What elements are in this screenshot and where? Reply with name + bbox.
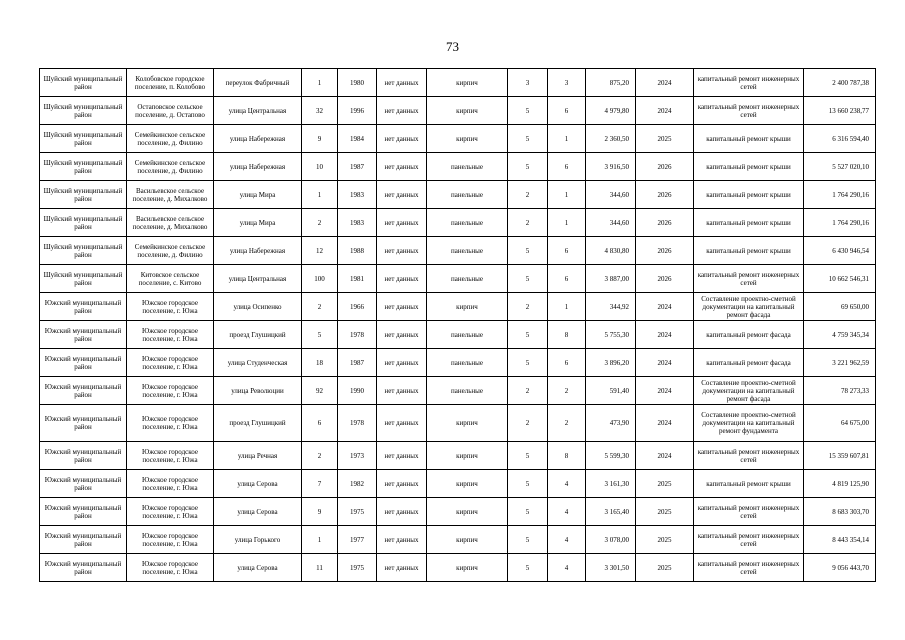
page-number: 73 <box>446 39 459 54</box>
house-number-cell: 11 <box>302 554 338 582</box>
house-number-cell: 1 <box>302 526 338 554</box>
floors-cell: 5 <box>508 526 548 554</box>
repair-year-cell: 2024 <box>636 405 694 442</box>
entrances-cell: 3 <box>548 69 586 97</box>
floors-cell: 2 <box>508 405 548 442</box>
area-cell: 4 979,80 <box>586 97 636 125</box>
settlement-cell: Васильевское сельское поселение, д. Михалково <box>127 209 214 237</box>
work-type-cell: капитальный ремонт инженерных сетей <box>694 554 804 582</box>
entrances-cell: 1 <box>548 181 586 209</box>
floors-cell: 5 <box>508 125 548 153</box>
repair-year-cell: 2025 <box>636 498 694 526</box>
wall-material-cell: кирпич <box>427 526 508 554</box>
table-row <box>40 293 876 321</box>
floors-cell: 5 <box>508 265 548 293</box>
street-cell: улица Серова <box>214 554 302 582</box>
district-cell: Шуйский муниципальный район <box>40 69 127 97</box>
house-number-cell: 2 <box>302 293 338 321</box>
area-cell: 875,20 <box>586 69 636 97</box>
area-cell: 3 165,40 <box>586 498 636 526</box>
data-status-cell: нет данных <box>377 405 427 442</box>
work-type-cell: капитальный ремонт инженерных сетей <box>694 526 804 554</box>
year-built-cell: 1978 <box>338 321 377 349</box>
house-number-cell: 12 <box>302 237 338 265</box>
settlement-cell: Семейкинское сельское поселение, д. Филино <box>127 237 214 265</box>
area-cell: 344,60 <box>586 209 636 237</box>
repair-year-cell: 2025 <box>636 125 694 153</box>
district-cell: Шуйский муниципальный район <box>40 97 127 125</box>
settlement-cell: Южское городское поселение, г. Южа <box>127 405 214 442</box>
district-cell: Южский муниципальный район <box>40 442 127 470</box>
street-cell: улица Серова <box>214 470 302 498</box>
data-status-cell: нет данных <box>377 498 427 526</box>
table-row <box>40 237 876 265</box>
area-cell: 3 078,00 <box>586 526 636 554</box>
repair-year-cell: 2025 <box>636 470 694 498</box>
wall-material-cell: кирпич <box>427 442 508 470</box>
floors-cell: 5 <box>508 554 548 582</box>
area-cell: 5 599,30 <box>586 442 636 470</box>
year-built-cell: 1982 <box>338 470 377 498</box>
year-built-cell: 1987 <box>338 153 377 181</box>
data-status-cell: нет данных <box>377 554 427 582</box>
area-cell: 344,92 <box>586 293 636 321</box>
year-built-cell: 1984 <box>338 125 377 153</box>
wall-material-cell: кирпич <box>427 125 508 153</box>
work-type-cell: капитальный ремонт крыши <box>694 181 804 209</box>
table-row <box>40 153 876 181</box>
entrances-cell: 4 <box>548 554 586 582</box>
data-status-cell: нет данных <box>377 349 427 377</box>
table-row <box>40 125 876 153</box>
settlement-cell: Колобовское городское поселение, п. Колобово <box>127 69 214 97</box>
cost-cell: 1 764 290,16 <box>804 209 876 237</box>
district-cell: Южский муниципальный район <box>40 321 127 349</box>
house-number-cell: 10 <box>302 153 338 181</box>
repair-year-cell: 2026 <box>636 237 694 265</box>
table-row <box>40 526 876 554</box>
table-body <box>40 69 876 582</box>
wall-material-cell: панельные <box>427 321 508 349</box>
district-cell: Южский муниципальный район <box>40 498 127 526</box>
house-number-cell: 2 <box>302 442 338 470</box>
district-cell: Шуйский муниципальный район <box>40 125 127 153</box>
work-type-cell: капитальный ремонт крыши <box>694 209 804 237</box>
area-cell: 3 301,50 <box>586 554 636 582</box>
year-built-cell: 1988 <box>338 237 377 265</box>
table-row <box>40 554 876 582</box>
settlement-cell: Остаповское сельское поселение, д. Остапово <box>127 97 214 125</box>
area-cell: 4 830,80 <box>586 237 636 265</box>
repair-year-cell: 2026 <box>636 265 694 293</box>
floors-cell: 5 <box>508 470 548 498</box>
work-type-cell: капитальный ремонт фасада <box>694 349 804 377</box>
wall-material-cell: панельные <box>427 265 508 293</box>
district-cell: Южский муниципальный район <box>40 349 127 377</box>
work-type-cell: капитальный ремонт инженерных сетей <box>694 442 804 470</box>
house-number-cell: 5 <box>302 321 338 349</box>
year-built-cell: 1977 <box>338 526 377 554</box>
district-cell: Южский муниципальный район <box>40 377 127 405</box>
cost-cell: 78 273,33 <box>804 377 876 405</box>
year-built-cell: 1990 <box>338 377 377 405</box>
area-cell: 3 161,30 <box>586 470 636 498</box>
year-built-cell: 1973 <box>338 442 377 470</box>
wall-material-cell: панельные <box>427 349 508 377</box>
work-type-cell: Составление проектно-сметной документации на капитальный ремонт фундамента <box>694 405 804 442</box>
house-number-cell: 9 <box>302 498 338 526</box>
wall-material-cell: панельные <box>427 377 508 405</box>
data-status-cell: нет данных <box>377 209 427 237</box>
wall-material-cell: кирпич <box>427 470 508 498</box>
work-type-cell: капитальный ремонт крыши <box>694 237 804 265</box>
floors-cell: 2 <box>508 293 548 321</box>
district-cell: Шуйский муниципальный район <box>40 153 127 181</box>
data-status-cell: нет данных <box>377 321 427 349</box>
cost-cell: 8 443 354,14 <box>804 526 876 554</box>
settlement-cell: Южское городское поселение, г. Южа <box>127 554 214 582</box>
settlement-cell: Васильевское сельское поселение, д. Михалково <box>127 181 214 209</box>
repair-year-cell: 2024 <box>636 97 694 125</box>
table-row <box>40 97 876 125</box>
street-cell: улица Речная <box>214 442 302 470</box>
repair-year-cell: 2024 <box>636 349 694 377</box>
street-cell: улица Центральная <box>214 265 302 293</box>
entrances-cell: 4 <box>548 498 586 526</box>
area-cell: 3 887,00 <box>586 265 636 293</box>
year-built-cell: 1981 <box>338 265 377 293</box>
data-status-cell: нет данных <box>377 377 427 405</box>
repair-year-cell: 2024 <box>636 293 694 321</box>
year-built-cell: 1980 <box>338 69 377 97</box>
house-number-cell: 100 <box>302 265 338 293</box>
wall-material-cell: кирпич <box>427 405 508 442</box>
repair-year-cell: 2026 <box>636 209 694 237</box>
cost-cell: 8 683 303,70 <box>804 498 876 526</box>
wall-material-cell: кирпич <box>427 554 508 582</box>
street-cell: улица Студенческая <box>214 349 302 377</box>
data-status-cell: нет данных <box>377 97 427 125</box>
cost-cell: 1 764 290,16 <box>804 181 876 209</box>
entrances-cell: 6 <box>548 349 586 377</box>
entrances-cell: 8 <box>548 442 586 470</box>
street-cell: улица Горького <box>214 526 302 554</box>
floors-cell: 5 <box>508 442 548 470</box>
area-cell: 3 896,20 <box>586 349 636 377</box>
wall-material-cell: панельные <box>427 181 508 209</box>
entrances-cell: 6 <box>548 265 586 293</box>
settlement-cell: Китовское сельское поселение, с. Китово <box>127 265 214 293</box>
table-row <box>40 265 876 293</box>
work-type-cell: капитальный ремонт фасада <box>694 321 804 349</box>
table-row <box>40 405 876 442</box>
area-cell: 2 360,50 <box>586 125 636 153</box>
data-status-cell: нет данных <box>377 442 427 470</box>
entrances-cell: 6 <box>548 237 586 265</box>
street-cell: улица Мира <box>214 209 302 237</box>
work-type-cell: капитальный ремонт инженерных сетей <box>694 498 804 526</box>
district-cell: Шуйский муниципальный район <box>40 209 127 237</box>
table-row <box>40 377 876 405</box>
area-cell: 473,90 <box>586 405 636 442</box>
year-built-cell: 1987 <box>338 349 377 377</box>
street-cell: улица Серова <box>214 498 302 526</box>
street-cell: улица Мира <box>214 181 302 209</box>
cost-cell: 9 056 443,70 <box>804 554 876 582</box>
year-built-cell: 1966 <box>338 293 377 321</box>
wall-material-cell: панельные <box>427 209 508 237</box>
floors-cell: 5 <box>508 237 548 265</box>
data-status-cell: нет данных <box>377 265 427 293</box>
street-cell: улица Набережная <box>214 237 302 265</box>
year-built-cell: 1983 <box>338 209 377 237</box>
entrances-cell: 6 <box>548 97 586 125</box>
work-type-cell: капитальный ремонт инженерных сетей <box>694 97 804 125</box>
cost-cell: 6 316 594,40 <box>804 125 876 153</box>
house-number-cell: 7 <box>302 470 338 498</box>
data-status-cell: нет данных <box>377 237 427 265</box>
house-number-cell: 18 <box>302 349 338 377</box>
wall-material-cell: кирпич <box>427 498 508 526</box>
repair-year-cell: 2025 <box>636 554 694 582</box>
data-status-cell: нет данных <box>377 526 427 554</box>
floors-cell: 5 <box>508 153 548 181</box>
year-built-cell: 1983 <box>338 181 377 209</box>
repair-year-cell: 2024 <box>636 69 694 97</box>
repair-year-cell: 2024 <box>636 321 694 349</box>
cost-cell: 2 400 787,38 <box>804 69 876 97</box>
street-cell: улица Революции <box>214 377 302 405</box>
area-cell: 344,60 <box>586 181 636 209</box>
entrances-cell: 1 <box>548 209 586 237</box>
table-row <box>40 442 876 470</box>
year-built-cell: 1978 <box>338 405 377 442</box>
cost-cell: 13 660 238,77 <box>804 97 876 125</box>
cost-cell: 4 759 345,34 <box>804 321 876 349</box>
work-type-cell: капитальный ремонт инженерных сетей <box>694 265 804 293</box>
wall-material-cell: кирпич <box>427 69 508 97</box>
data-status-cell: нет данных <box>377 293 427 321</box>
street-cell: переулок Фабричный <box>214 69 302 97</box>
settlement-cell: Южское городское поселение, г. Южа <box>127 377 214 405</box>
work-type-cell: Составление проектно-сметной документации на капитальный ремонт фасада <box>694 293 804 321</box>
table-row <box>40 181 876 209</box>
house-number-cell: 1 <box>302 69 338 97</box>
table-row <box>40 470 876 498</box>
district-cell: Шуйский муниципальный район <box>40 181 127 209</box>
house-number-cell: 9 <box>302 125 338 153</box>
house-number-cell: 1 <box>302 181 338 209</box>
repair-program-table <box>39 68 876 582</box>
year-built-cell: 1975 <box>338 554 377 582</box>
floors-cell: 5 <box>508 97 548 125</box>
area-cell: 5 755,30 <box>586 321 636 349</box>
wall-material-cell: кирпич <box>427 97 508 125</box>
entrances-cell: 1 <box>548 293 586 321</box>
wall-material-cell: панельные <box>427 237 508 265</box>
floors-cell: 5 <box>508 498 548 526</box>
data-status-cell: нет данных <box>377 153 427 181</box>
table-row <box>40 498 876 526</box>
street-cell: улица Осипенко <box>214 293 302 321</box>
entrances-cell: 1 <box>548 125 586 153</box>
data-status-cell: нет данных <box>377 470 427 498</box>
district-cell: Южский муниципальный район <box>40 293 127 321</box>
district-cell: Шуйский муниципальный район <box>40 265 127 293</box>
year-built-cell: 1996 <box>338 97 377 125</box>
table-row <box>40 209 876 237</box>
district-cell: Южский муниципальный район <box>40 470 127 498</box>
data-status-cell: нет данных <box>377 125 427 153</box>
district-cell: Южский муниципальный район <box>40 405 127 442</box>
floors-cell: 5 <box>508 321 548 349</box>
settlement-cell: Семейкинское сельское поселение, д. Филино <box>127 125 214 153</box>
data-status-cell: нет данных <box>377 181 427 209</box>
floors-cell: 2 <box>508 209 548 237</box>
house-number-cell: 32 <box>302 97 338 125</box>
floors-cell: 3 <box>508 69 548 97</box>
work-type-cell: капитальный ремонт крыши <box>694 153 804 181</box>
settlement-cell: Южское городское поселение, г. Южа <box>127 498 214 526</box>
cost-cell: 15 359 607,81 <box>804 442 876 470</box>
street-cell: проезд Глушицкий <box>214 321 302 349</box>
settlement-cell: Семейкинское сельское поселение, д. Филино <box>127 153 214 181</box>
settlement-cell: Южское городское поселение, г. Южа <box>127 442 214 470</box>
floors-cell: 2 <box>508 181 548 209</box>
entrances-cell: 2 <box>548 405 586 442</box>
district-cell: Южский муниципальный район <box>40 526 127 554</box>
area-cell: 591,40 <box>586 377 636 405</box>
entrances-cell: 8 <box>548 321 586 349</box>
house-number-cell: 2 <box>302 209 338 237</box>
repair-year-cell: 2026 <box>636 153 694 181</box>
settlement-cell: Южское городское поселение, г. Южа <box>127 349 214 377</box>
cost-cell: 3 221 962,59 <box>804 349 876 377</box>
cost-cell: 4 819 125,90 <box>804 470 876 498</box>
cost-cell: 6 430 946,54 <box>804 237 876 265</box>
floors-cell: 2 <box>508 377 548 405</box>
house-number-cell: 92 <box>302 377 338 405</box>
wall-material-cell: панельные <box>427 153 508 181</box>
repair-year-cell: 2024 <box>636 377 694 405</box>
wall-material-cell: кирпич <box>427 293 508 321</box>
work-type-cell: капитальный ремонт инженерных сетей <box>694 69 804 97</box>
entrances-cell: 6 <box>548 153 586 181</box>
settlement-cell: Южское городское поселение, г. Южа <box>127 526 214 554</box>
area-cell: 3 916,50 <box>586 153 636 181</box>
cost-cell: 10 662 546,31 <box>804 265 876 293</box>
house-number-cell: 6 <box>302 405 338 442</box>
work-type-cell: Составление проектно-сметной документации на капитальный ремонт фасада <box>694 377 804 405</box>
repair-year-cell: 2026 <box>636 181 694 209</box>
work-type-cell: капитальный ремонт крыши <box>694 470 804 498</box>
year-built-cell: 1975 <box>338 498 377 526</box>
entrances-cell: 4 <box>548 470 586 498</box>
repair-year-cell: 2025 <box>636 526 694 554</box>
district-cell: Шуйский муниципальный район <box>40 237 127 265</box>
table-row <box>40 69 876 97</box>
work-type-cell: капитальный ремонт крыши <box>694 125 804 153</box>
street-cell: улица Набережная <box>214 153 302 181</box>
cost-cell: 64 675,00 <box>804 405 876 442</box>
street-cell: улица Центральная <box>214 97 302 125</box>
settlement-cell: Южское городское поселение, г. Южа <box>127 470 214 498</box>
floors-cell: 5 <box>508 349 548 377</box>
table-row <box>40 349 876 377</box>
settlement-cell: Южское городское поселение, г. Южа <box>127 321 214 349</box>
settlement-cell: Южское городское поселение, г. Южа <box>127 293 214 321</box>
cost-cell: 5 527 020,10 <box>804 153 876 181</box>
table-row <box>40 321 876 349</box>
data-status-cell: нет данных <box>377 69 427 97</box>
cost-cell: 69 650,00 <box>804 293 876 321</box>
entrances-cell: 4 <box>548 526 586 554</box>
street-cell: улица Набережная <box>214 125 302 153</box>
repair-year-cell: 2024 <box>636 442 694 470</box>
street-cell: проезд Глушицкий <box>214 405 302 442</box>
district-cell: Южский муниципальный район <box>40 554 127 582</box>
entrances-cell: 2 <box>548 377 586 405</box>
